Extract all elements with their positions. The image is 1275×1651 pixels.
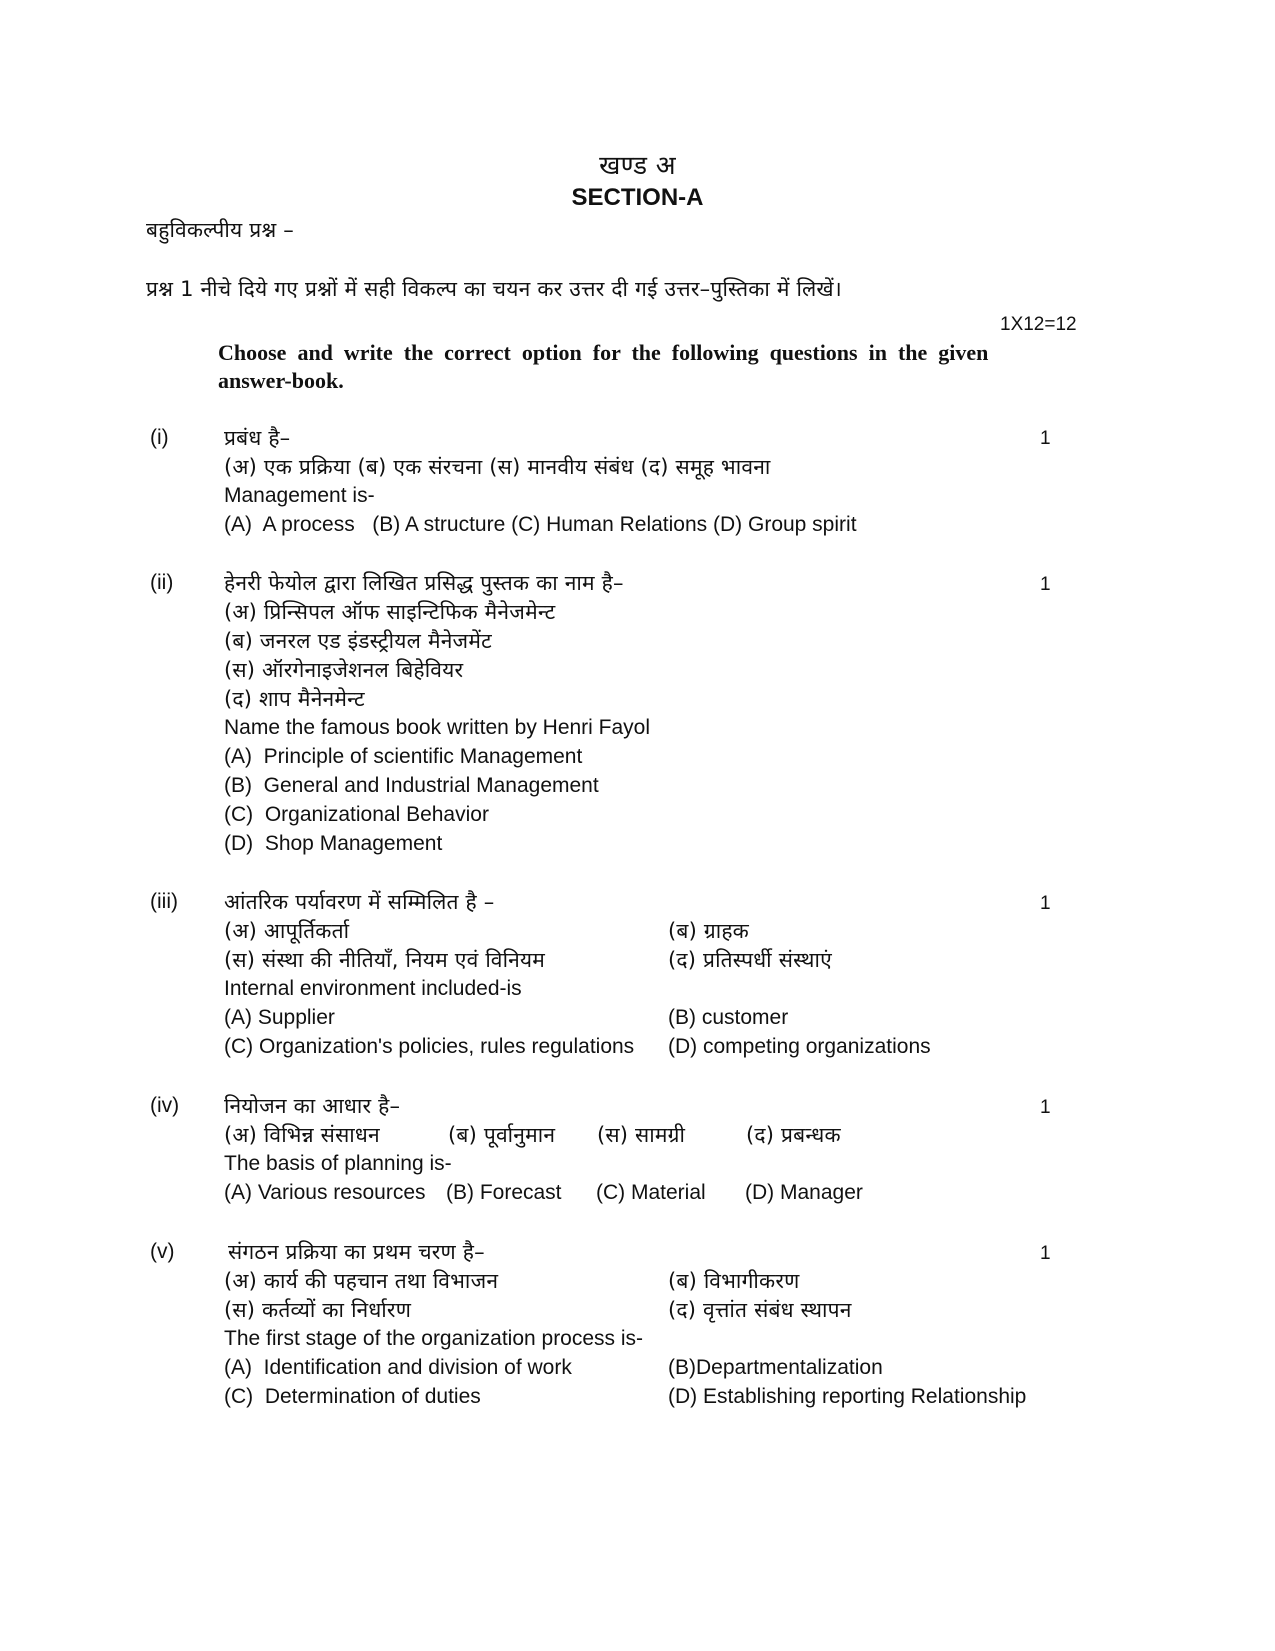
option-english-d: (D) competing organizations	[668, 1035, 931, 1058]
question-hindi: हेनरी फेयोल द्वारा लिखित प्रसिद्ध पुस्तक का नाम है–	[224, 571, 624, 595]
question-english: Internal environment included-is	[224, 977, 522, 1000]
question-marks: 1	[1040, 428, 1051, 449]
option-english-b: (B)Departmentalization	[668, 1356, 883, 1379]
question-marks: 1	[1040, 1243, 1051, 1264]
option-hindi-a: (अ) प्रिन्सिपल ऑफ साइन्टिफिक मैनेजमेन्ट	[224, 600, 556, 624]
option-english-c: (C) Organizational Behavior	[224, 803, 489, 826]
section-title-english: SECTION-A	[571, 184, 704, 211]
option-hindi-b: (ब) जनरल एड इंडस्ट्रीयल मैनेजमेंट	[224, 629, 492, 653]
option-english-d: (D) Establishing reporting Relationship	[668, 1385, 1027, 1408]
option-english-c: (C) Material	[596, 1181, 706, 1204]
option-english-d: (D) Shop Management	[224, 832, 443, 855]
option-english-a: (A) Identification and division of work	[224, 1356, 572, 1379]
option-hindi-a: (अ) आपूर्तिकर्ता	[224, 919, 350, 943]
option-hindi-b: (ब) विभागीकरण	[668, 1269, 800, 1293]
question-english: The first stage of the organization process is-	[224, 1327, 644, 1350]
options-hindi: (अ) एक प्रक्रिया (ब) एक संरचना (स) मानवीय संबंध (द) समूह भावना	[224, 455, 771, 479]
option-hindi-d: (द) वृत्तांत संबंध स्थापन	[668, 1298, 852, 1322]
options-english: (A) A process (B) A structure (C) Human Relations (D) Group spirit	[224, 513, 857, 536]
option-hindi-c: (स) संस्था की नीतियाँ, नियम एवं विनियम	[224, 948, 546, 972]
option-english-b: (B) customer	[668, 1006, 789, 1029]
question-marks: 1	[1040, 574, 1051, 595]
question-marks: 1	[1040, 1097, 1051, 1118]
option-hindi-d: (द) प्रतिस्पर्धी संस्थाएं	[668, 948, 832, 972]
question-number: (iii)	[150, 890, 178, 913]
instruction-english-line2: answer-book.	[218, 368, 344, 393]
question-number: (iv)	[150, 1094, 180, 1117]
option-hindi-b: (ब) पूर्वानुमान	[448, 1123, 556, 1147]
section-title-hindi: खण्ड अ	[599, 151, 676, 181]
mcq-heading: बहुविकल्पीय प्रश्न –	[146, 218, 294, 242]
instruction-hindi: प्रश्न 1 नीचे दिये गए प्रश्नों में सही विकल्प का चयन कर उत्तर दी गई उत्तर–पुस्तिका में लिखें।	[146, 277, 842, 301]
option-hindi-a: (अ) विभिन्न संसाधन	[224, 1123, 380, 1147]
question-hindi: प्रबंध है–	[224, 426, 291, 450]
question-number: (i)	[150, 426, 169, 449]
question-hindi: आंतरिक पर्यावरण में सम्मिलित है –	[224, 890, 495, 914]
option-hindi-b: (ब) ग्राहक	[668, 919, 750, 943]
option-english-a: (A) Various resources	[224, 1181, 426, 1204]
option-english-d: (D) Manager	[745, 1181, 863, 1204]
instruction-english-line1: Choose and write the correct option for the following questions in the given	[218, 340, 989, 365]
option-english-a: (A) Principle of scientific Management	[224, 745, 583, 768]
option-hindi-d: (द) शाप मैनेनमेन्ट	[224, 687, 365, 711]
option-english-a: (A) Supplier	[224, 1006, 335, 1029]
question-number: (v)	[150, 1240, 175, 1263]
question-hindi: संगठन प्रक्रिया का प्रथम चरण है–	[228, 1240, 485, 1264]
option-hindi-c: (स) सामग्री	[597, 1123, 686, 1147]
option-english-b: (B) General and Industrial Management	[224, 774, 599, 797]
question-english: The basis of planning is-	[224, 1152, 452, 1175]
question-english: Management is-	[224, 484, 375, 507]
question-marks: 1	[1040, 893, 1051, 914]
question-number: (ii)	[150, 571, 174, 594]
option-english-c: (C) Determination of duties	[224, 1385, 481, 1408]
option-hindi-c: (स) ऑरगेनाइजेशनल बिहेवियर	[224, 658, 464, 682]
option-hindi-c: (स) कर्तव्यों का निर्धारण	[224, 1298, 412, 1322]
question-english: Name the famous book written by Henri Fayol	[224, 716, 651, 739]
option-english-b: (B) Forecast	[446, 1181, 562, 1204]
total-marks: 1X12=12	[1000, 314, 1077, 335]
option-hindi-a: (अ) कार्य की पहचान तथा विभाजन	[224, 1269, 499, 1293]
option-english-c: (C) Organization's policies, rules regulations	[224, 1035, 635, 1058]
question-hindi: नियोजन का आधार है–	[224, 1094, 401, 1118]
option-hindi-d: (द) प्रबन्धक	[746, 1123, 841, 1147]
